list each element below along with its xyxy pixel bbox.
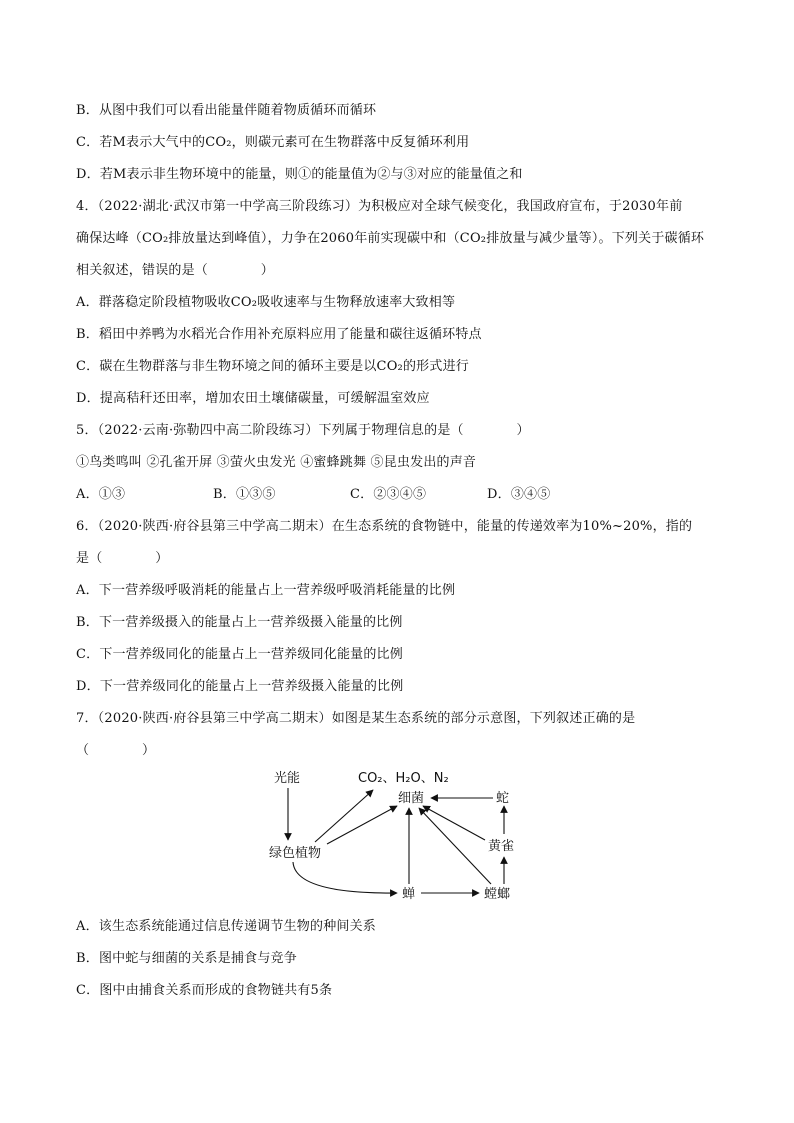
q6-option-c: C．下一营养级同化的能量占上一营养级同化能量的比例 [76,647,403,662]
q5-option-c: C．②③④⑤ [350,487,427,502]
q5-options [76,486,734,504]
question-4-line2: 确保达峰（CO₂排放量达到峰值），力争在2060年前实现碳中和（CO₂排放量与减少量等）。下列关于碳循环 [76,231,705,246]
q6-option-a: A．下一营养级呼吸消耗的能量占上一营养级呼吸消耗能量的比例 [76,583,456,598]
question-4-line3: 相关叙述，错误的是（ ） [76,263,275,278]
line-c1: C．若M表示大气中的CO₂，则碳元素可在生物群落中反复循环利用 [76,135,470,150]
node-oriole: 黄雀 [488,839,515,854]
q7-option-b: B．图中蛇与细菌的关系是捕食与竞争 [76,951,297,966]
node-light: 光能 [274,771,301,786]
node-mantis: 螳螂 [484,887,511,902]
q5-option-b: B．①③⑤ [213,487,276,502]
q6-option-b: B．下一营养级摄入的能量占上一营养级摄入能量的比例 [76,615,403,630]
question-7-line1: 7．（2020·陕西·府谷县第三中学高二期末）如图是某生态系统的部分示意图，下列叙述正确的是 [76,711,636,726]
question-6-line1: 6．（2020·陕西·府谷县第三中学高二期末）在生态系统的食物链中，能量的传递效率为10%~20%，指的 [76,519,693,534]
question-7-line2: （ ） [76,743,156,758]
arrow-oriole-bacteria [423,806,485,840]
q7-option-a: A．该生态系统能通过信息传递调节生物的种间关系 [76,919,376,934]
node-bacteria: 细菌 [398,791,425,806]
line-d1: D．若M表示非生物环境中的能量，则①的能量值为②与③对应的能量值之和 [76,167,523,182]
line-b1: B．从图中我们可以看出能量伴随着物质循环而循环 [76,103,377,118]
question-5-line1: 5．（2022·云南·弥勒四中高二阶段练习）下列属于物理信息的是（ ） [76,423,530,438]
q6-option-d: D．下一营养级同化的能量占上一营养级摄入能量的比例 [76,679,404,694]
question-4-line1: 4．（2022·湖北·武汉市第一中学高三阶段练习）为积极应对全球气候变化，我国政府宣布，于2030年前 [76,199,683,214]
q5-option-d: D．③④⑤ [487,487,551,502]
question-5-line2: ①鸟类鸣叫 ②孔雀开屏 ③萤火虫发光 ④蜜蜂跳舞 ⑤昆虫发出的声音 [76,455,477,470]
food-web-diagram [255,762,545,912]
q4-option-a: A．群落稳定阶段植物吸收CO₂吸收速率与生物释放速率大致相等 [76,295,456,310]
q4-option-b: B．稻田中养鸭为水稻光合作用补充原料应用了能量和碳往返循环特点 [76,327,482,342]
node-cicada: 蝉 [402,887,416,902]
question-6-line2: 是（ ） [76,551,169,566]
node-snake: 蛇 [496,791,510,806]
arrow-plants-cicada [293,862,397,893]
node-gases: CO₂、H₂O、N₂ [358,771,449,786]
q5-option-a: A．①③ [76,487,126,502]
node-plants: 绿色植物 [269,846,322,861]
arrow-mantis-bacteria [419,808,491,884]
q4-option-c: C．碳在生物群落与非生物环境之间的循环主要是以CO₂的形式进行 [76,359,469,374]
q7-option-c: C．图中由捕食关系而形成的食物链共有5条 [76,983,333,998]
arrow-plants-bacteria [327,806,397,844]
q4-option-d: D．提高秸秆还田率，增加农田土壤储碳量，可缓解温室效应 [76,391,430,406]
